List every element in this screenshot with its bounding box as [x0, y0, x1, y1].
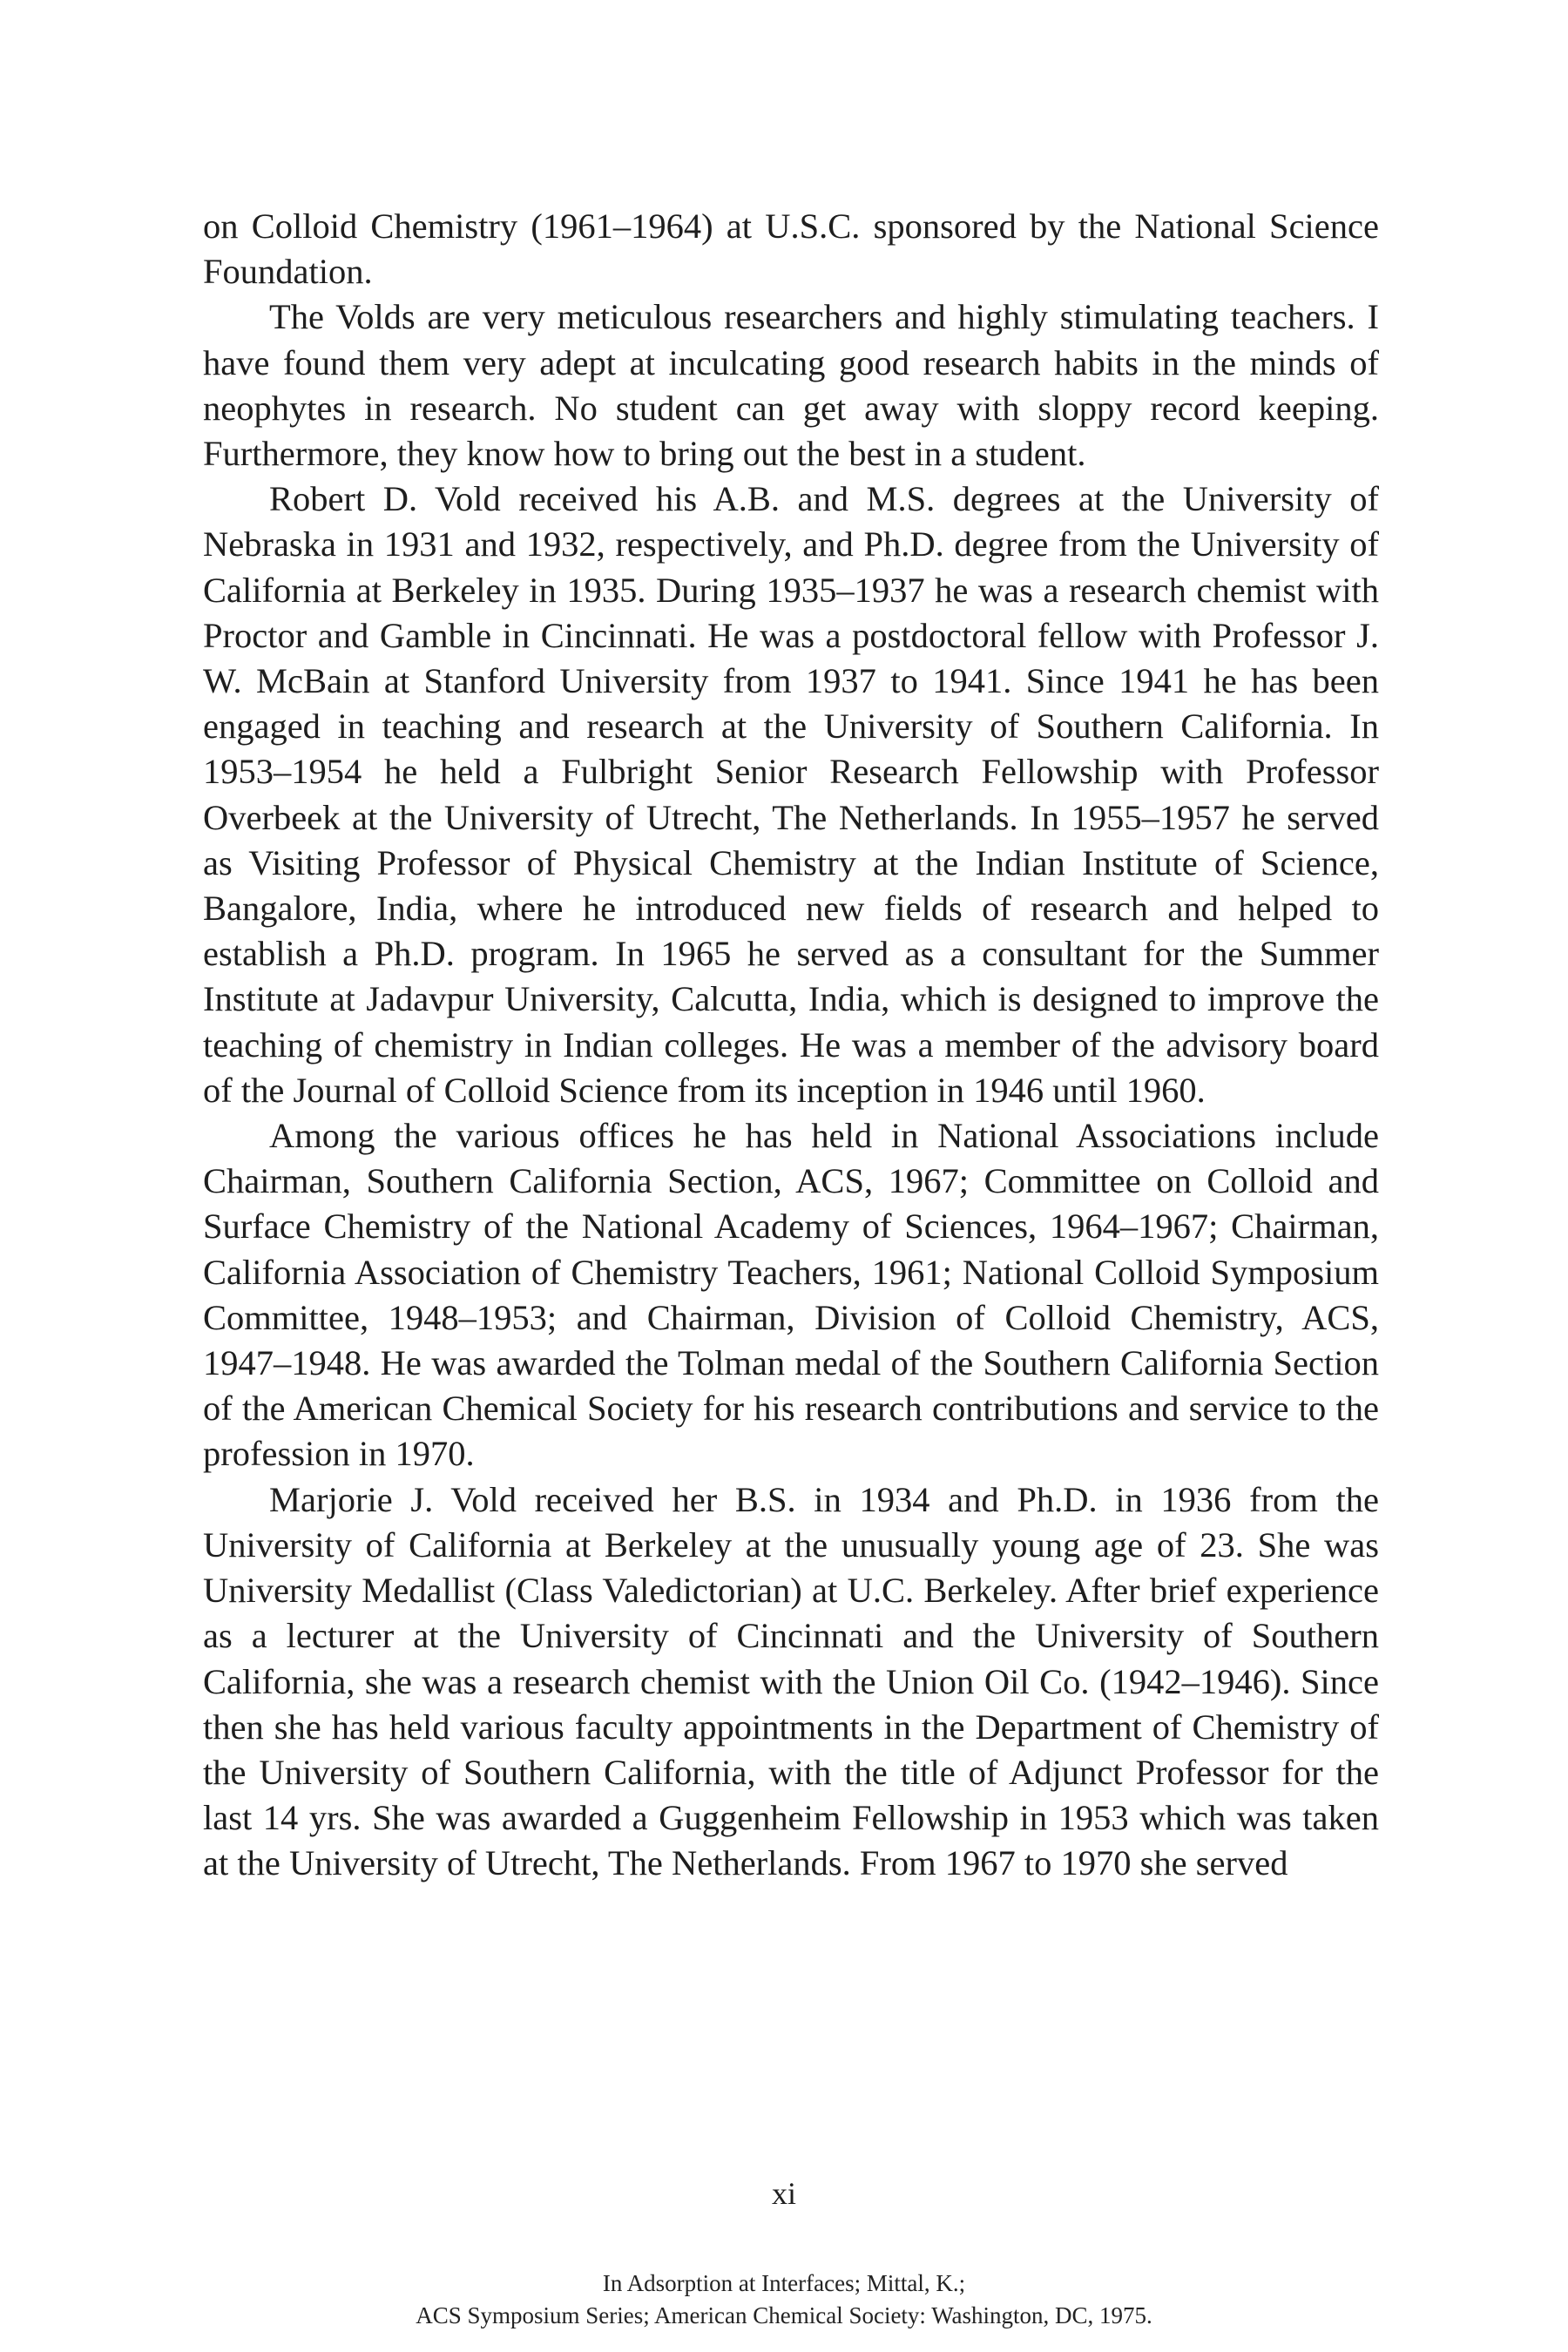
citation-line-1: In Adsorption at Interfaces; Mittal, K.;: [602, 2270, 966, 2296]
page-number: xi: [771, 2176, 796, 2211]
paragraph-marjorie-vold-bio: Marjorie J. Vold received her B.S. in 1934 and Ph.D. in 1936 from the University of California at Berkeley at the unusually young age of 23. She was University Medallist (Class Valedictorian) at U.C. Berkeley. After brief experience as a lecturer at the University of Cincinnati and the University of Southern California, she was a research chemist with the Union Oil Co. (1942–1946). Since then she has held various faculty appointments in the Department of Chemistry of the University of Southern California, with the title of Adjunct Professor for the last 14 yrs. She was awarded a Guggenheim Fellowship in 1953 which was taken at the University of Utrecht, The Netherlands. From 1967 to 1970 she served: [203, 1479, 1379, 1883]
paragraph-continuation: on Colloid Chemistry (1961–1964) at U.S.C. sponsored by the National Science Foundation.: [203, 206, 1379, 292]
body-text: [203, 204, 1379, 1887]
citation-line-2: ACS Symposium Series; American Chemical Society: Washington, DC, 1975.: [416, 2302, 1152, 2328]
paragraph-robert-vold-bio: Robert D. Vold received his A.B. and M.S. degrees at the University of Nebraska in 1931 and 1932, respectively, and Ph.D. degree from the University of California at Berkeley in 1935. During 1935–1937 he was a research chemist with Proctor and Gamble in Cincinnati. He was a postdoctoral fellow with Professor J. W. McBain at Stanford University from 1937 to 1941. Since 1941 he has been engaged in teaching and research at the University of Southern California. In 1953–1954 he held a Fulbright Senior Research Fellowship with Professor Overbeek at the University of Utrecht, The Netherlands. In 1955–1957 he served as Visiting Professor of Physical Chemistry at the Indian Institute of Science, Bangalore, India, where he introduced new fields of research and helped to establish a Ph.D. program. In 1965 he served as a consultant for the Summer Institute at Jadavpur University, Calcutta, India, which is designed to improve the teaching of chemistry in Indian colleges. He was a member of the advisory board of the Journal of Colloid Science from its inception in 1946 until 1960.: [203, 479, 1379, 1110]
citation-footer: [0, 2268, 1568, 2332]
paragraph-offices-held: Among the various offices he has held in National Associations include Chairman, Southern California Section, ACS, 1967; Committee on Colloid and Surface Chemistry of the National Academy of Sciences, 1964–1967; Chairman, California Association of Chemistry Teachers, 1961; National Colloid Symposium Committee, 1948–1953; and Chairman, Division of Colloid Chemistry, ACS, 1947–1948. He was awarded the Tolman medal of the Southern California Section of the American Chemical Society for his research contributions and service to the profession in 1970.: [203, 1116, 1379, 1474]
paragraph-volds-teachers: The Volds are very meticulous researchers and highly stimulating teachers. I have found them very adept at inculcating good research habits in the minds of neophytes in research. No student can get away with sloppy record keeping. Furthermore, they know how to bring out the best in a student.: [203, 297, 1379, 474]
